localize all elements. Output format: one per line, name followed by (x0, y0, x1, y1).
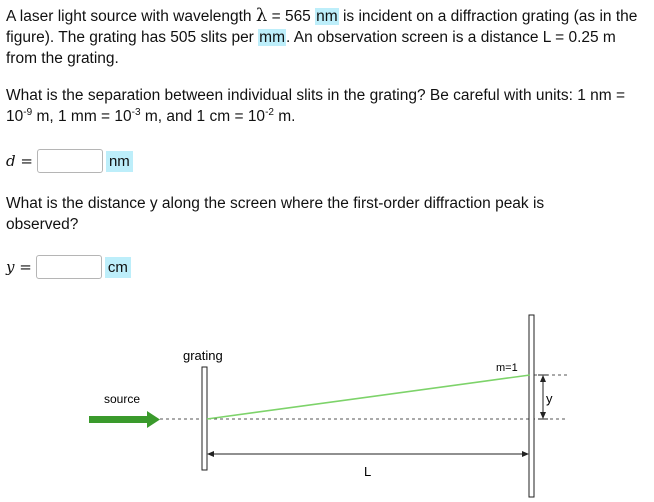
grating-label: grating (183, 348, 223, 363)
unit-nm: nm (316, 8, 338, 25)
grating (202, 367, 207, 470)
L-label: L (364, 464, 372, 479)
unit-mm: mm (259, 29, 285, 46)
order-label: m=1 (496, 362, 518, 374)
question-1: What is the separation between individual slits in the grating? Be careful with units: 1 nm = $10^{-9}$ m, 1 mm = $10^{-3}$ m, and 1 cm = $10^{-2}$ m. (6, 87, 626, 125)
y-variable-label: y = (6, 258, 32, 276)
y-label: y (546, 391, 553, 406)
observation-screen (529, 315, 534, 497)
L-dimension-arrow (207, 451, 529, 457)
d-unit-label: nm (106, 151, 133, 172)
y-unit-label: cm (105, 257, 131, 278)
question-2: What is the distance y along the screen where the first-order diffraction peak is observed? (6, 195, 545, 233)
lambda-symbol: λ (255, 5, 268, 26)
problem-intro: A laser light source with wavelength λ = 565 nm is incident on a diffraction grating (as in the figure). The grating has 505 slits per mm. An observation screen is a distance L = 0.25 m from the grating. (6, 5, 638, 67)
d-variable-label: d = (6, 152, 33, 170)
source-arrow-icon (89, 411, 160, 428)
source-label: source (104, 392, 141, 406)
diffracted-beam (207, 375, 530, 419)
